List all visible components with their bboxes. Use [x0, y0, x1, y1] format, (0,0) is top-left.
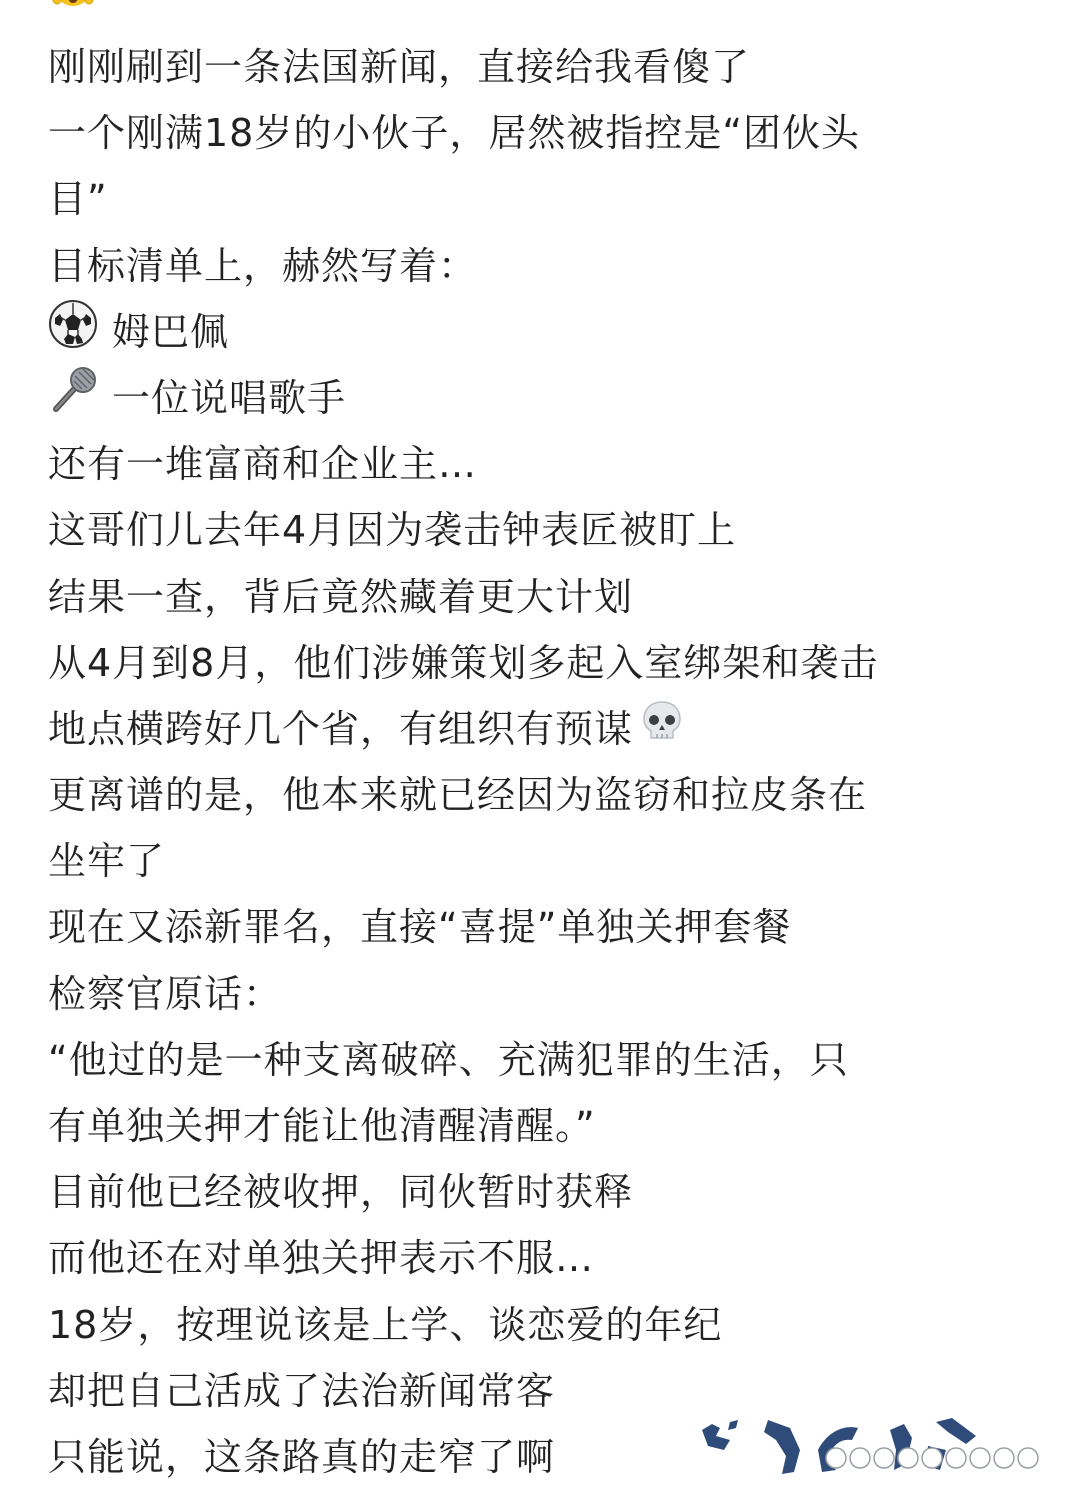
watermark-logo	[690, 1410, 1070, 1485]
post-line-11-text: 地点横跨好几个省，有组织有预谋	[48, 706, 634, 751]
post-line-19: 而他还在对单独关押表示不服…	[48, 1236, 595, 1281]
post-line-9: 结果一查，背后竟然藏着更大计划	[48, 574, 634, 619]
post-line-15: 检察官原话：	[48, 971, 283, 1016]
shocked-face-icon	[48, 0, 98, 22]
post-line-2: 一个刚满18岁的小伙子，居然被指控是“团伙头	[48, 111, 861, 156]
skull-icon	[639, 698, 685, 764]
post-line-1: 刚刚刷到一条法国新闻，直接给我看傻了	[48, 45, 751, 89]
post-body	[48, 34, 1038, 1489]
post-line-21: 却把自己活成了法治新闻常客	[48, 1368, 556, 1413]
post-line-17: 有单独关押才能让他清醒清醒。”	[48, 1104, 596, 1148]
post-line-22: 只能说，这条路真的走窄了啊	[48, 1434, 556, 1479]
post-line-20: 18岁，按理说该是上学、谈恋爱的年纪	[48, 1302, 723, 1347]
post-line-3: 目”	[48, 177, 108, 222]
post-line-16: “他过的是一种支离破碎、充满犯罪的生活，只	[48, 1037, 849, 1082]
post-line-18: 目前他已经被收押，同伙暂时获释	[48, 1170, 634, 1215]
post-line-11	[48, 696, 1038, 762]
post-line-13: 坐牢了	[48, 839, 166, 884]
post-line-8: 这哥们儿去年4月因为袭击钟表匠被盯上	[48, 508, 737, 553]
post-line-4: 目标清单上，赫然写着：	[48, 243, 478, 288]
post-line-5-text: 姆巴佩	[112, 309, 230, 354]
soccer-ball-icon	[48, 299, 98, 369]
microphone-icon	[48, 365, 98, 435]
post-line-10: 从4月到8月，他们涉嫌策划多起入室绑架和袭击	[48, 640, 879, 685]
post-line-14: 现在又添新罪名，直接“喜提”单独关押套餐	[48, 905, 792, 950]
post-line-12: 更离谱的是，他本来就已经因为盗窃和拉皮条在	[48, 773, 868, 818]
post-line-6	[48, 365, 1038, 431]
post-line-5	[48, 299, 1038, 365]
post-line-7: 还有一堆富商和企业主…	[48, 442, 478, 487]
post-line-6-text: 一位说唱歌手	[112, 375, 347, 420]
